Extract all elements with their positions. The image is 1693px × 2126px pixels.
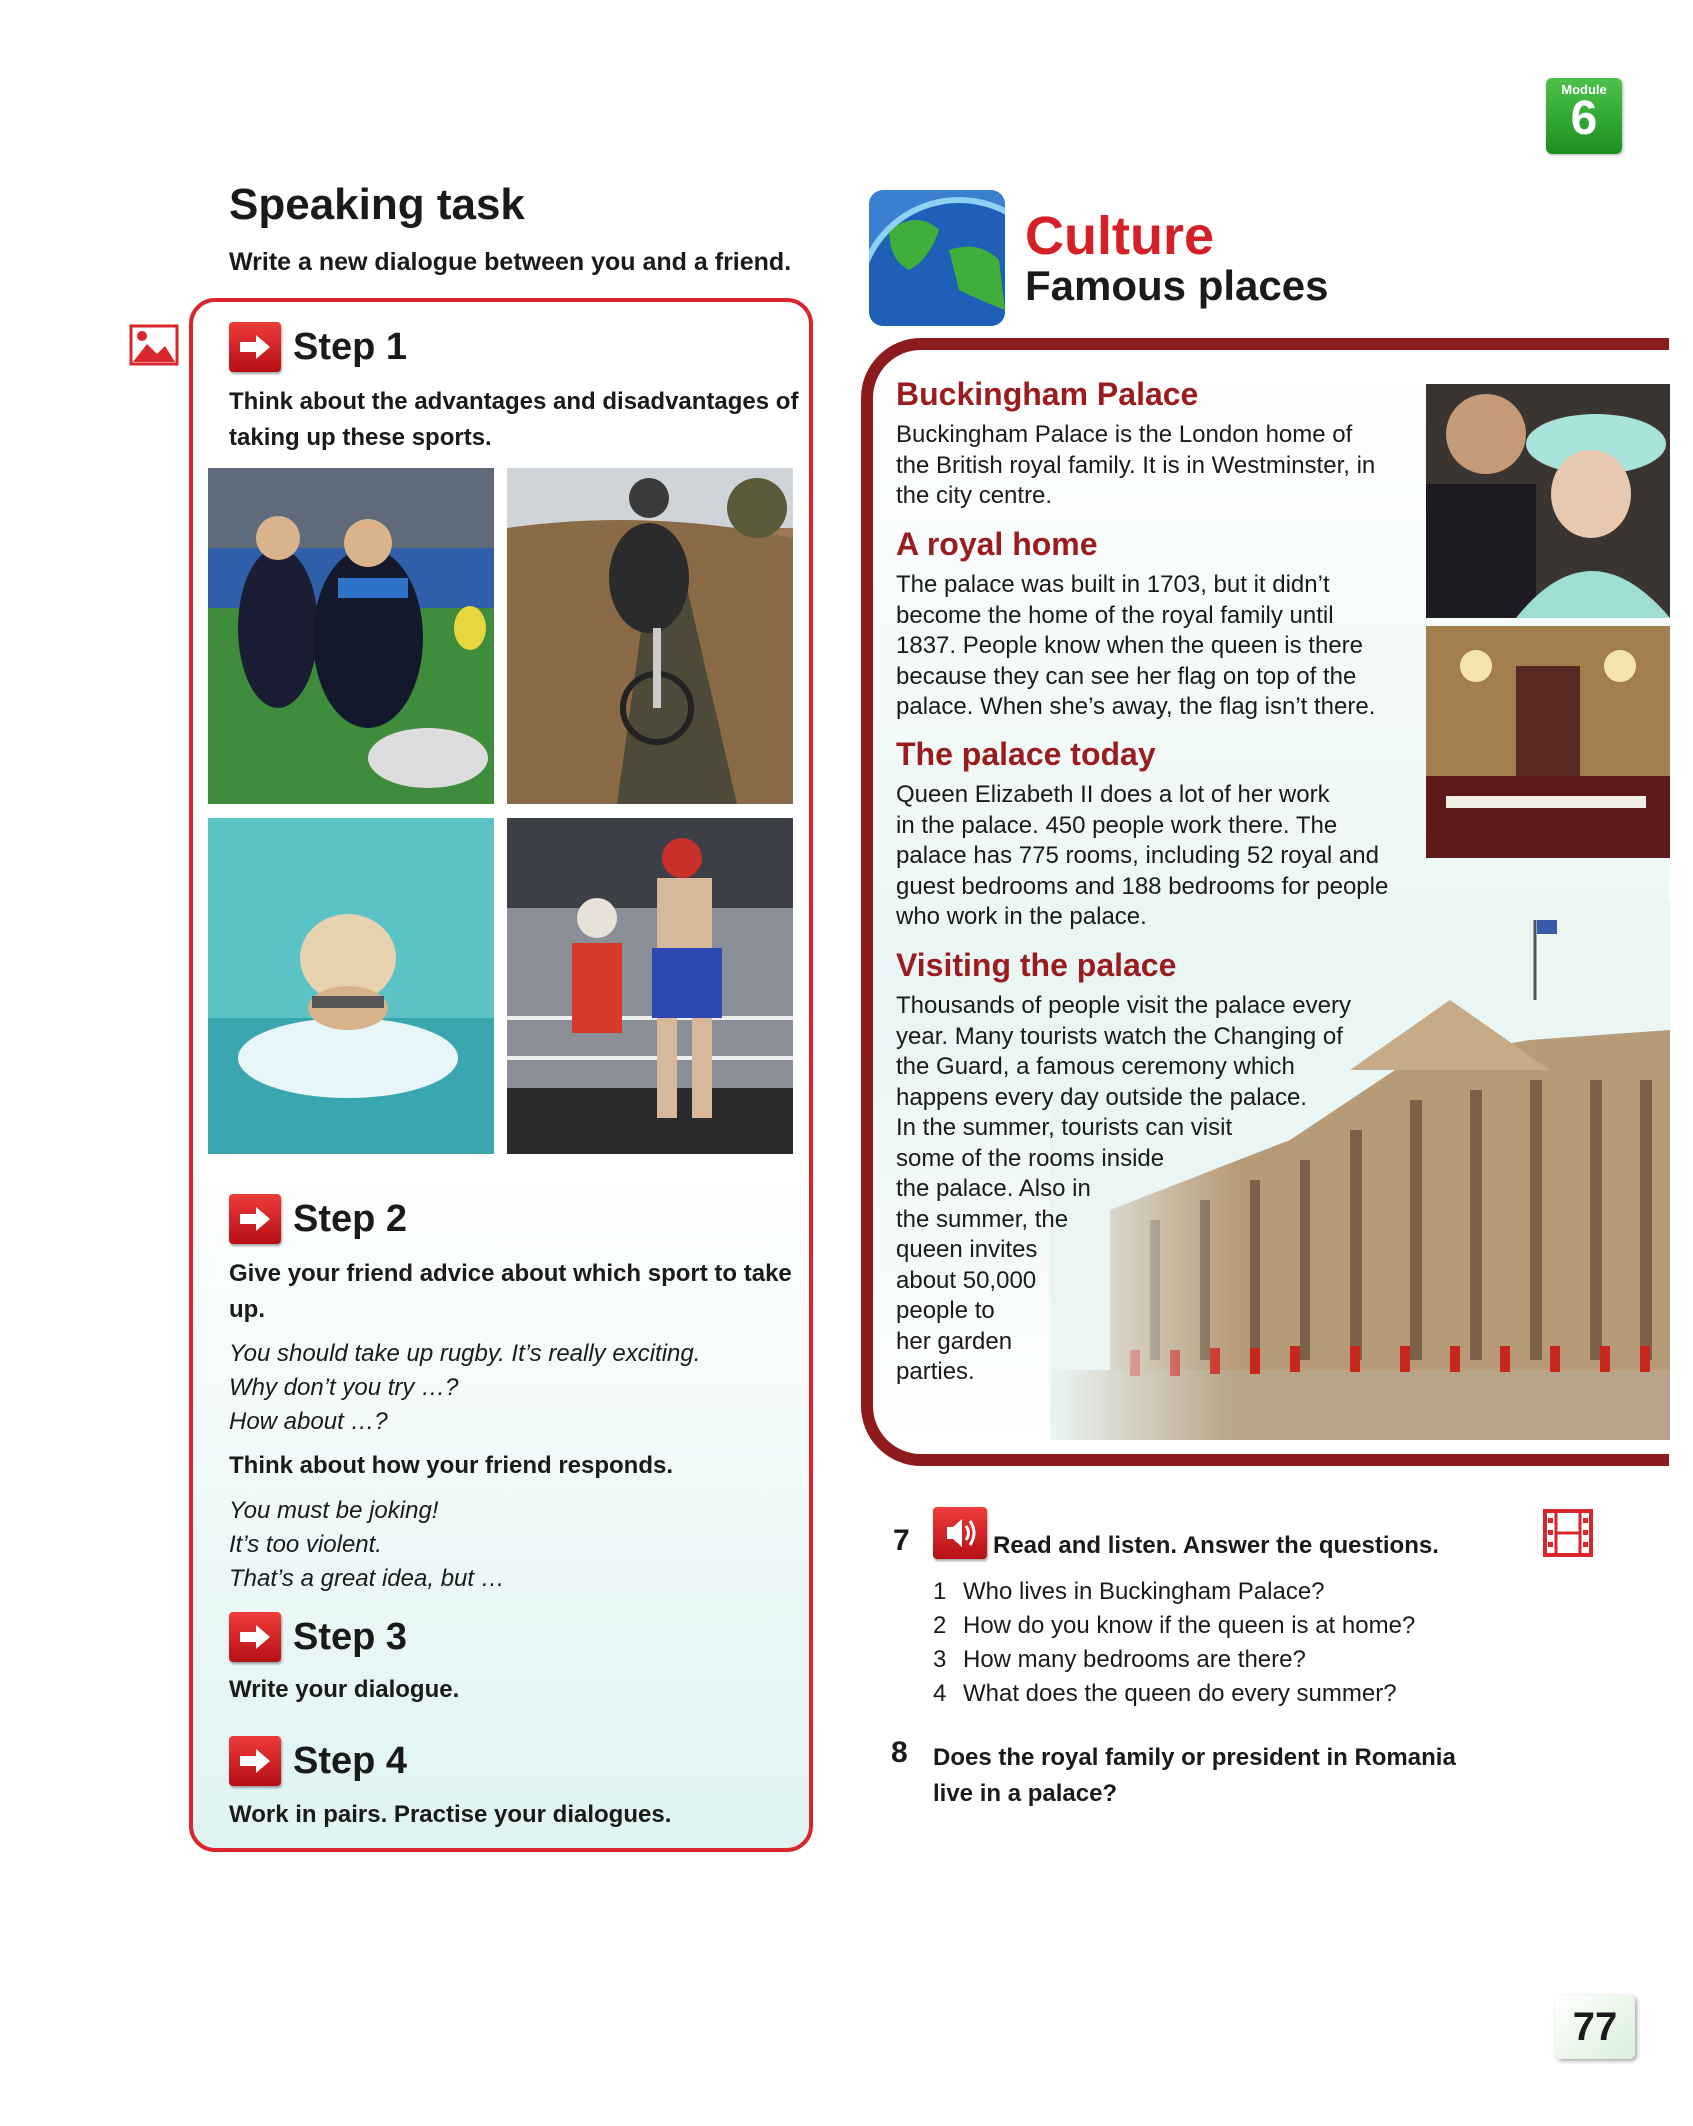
boxing-photo	[507, 818, 793, 1154]
text-line: some of the rooms inside	[896, 1144, 1165, 1172]
text-line: her garden	[896, 1327, 1013, 1355]
question-item	[933, 1680, 1397, 1708]
text-line: palace has 775 rooms, including 52 royal and	[896, 842, 1379, 869]
section-paragraph	[896, 991, 1351, 1388]
question-item	[933, 1612, 1415, 1640]
question-text: How do you know if the queen is at home?	[963, 1612, 1416, 1639]
section-heading: Buckingham Palace	[896, 376, 1199, 412]
exercise-8-number: 8	[891, 1736, 908, 1769]
queen-photo	[1426, 384, 1670, 618]
speaking-title: Speaking task	[229, 180, 525, 229]
text-line: the British royal family. It is in Westminster, in	[896, 451, 1376, 479]
text-line: Queen Elizabeth II does a lot of her work	[896, 781, 1330, 808]
section-heading: The palace today	[896, 736, 1156, 772]
exercise-8-text: Does the royal family or president in Romania live in a palace?	[933, 1744, 1456, 1807]
step-4-header	[229, 1734, 407, 1788]
text-line: guest bedrooms and 188 bedrooms for people	[896, 872, 1389, 900]
question-number: 1	[933, 1578, 947, 1605]
text-line: In the summer, tourists can visit	[896, 1114, 1233, 1141]
text-line: the palace. Also in	[896, 1175, 1091, 1202]
swimming-photo	[208, 818, 494, 1154]
text-line: people to	[896, 1297, 995, 1324]
speaker-icon[interactable]	[933, 1507, 987, 1559]
film-icon[interactable]	[1542, 1508, 1594, 1558]
step-3-text: Write your dialogue.	[229, 1676, 460, 1703]
step-2-header	[229, 1192, 407, 1246]
response-line: You must be joking!	[229, 1497, 439, 1524]
page-number: 77	[1555, 1995, 1635, 2059]
question-item	[933, 1646, 1306, 1674]
question-number: 4	[933, 1680, 947, 1707]
mountain-bike-photo	[507, 468, 793, 804]
text-line: who work in the palace.	[896, 903, 1147, 930]
module-badge	[1546, 78, 1622, 154]
section-heading: A royal home	[896, 526, 1098, 562]
exercise-7-instruction: Read and listen. Answer the questions.	[993, 1532, 1439, 1559]
question-text: How many bedrooms are there?	[963, 1646, 1306, 1673]
section-paragraph	[896, 420, 1375, 512]
text-line: Buckingham Palace is the London home of	[896, 421, 1353, 448]
text-line: palace. When she’s away, the flag isn’t there.	[896, 693, 1376, 720]
rugby-photo	[208, 468, 494, 804]
picture-icon[interactable]	[129, 324, 179, 366]
culture-subtitle: Famous places	[1025, 262, 1329, 309]
response-examples	[229, 1494, 505, 1596]
step-2-text-responds: Think about how your friend responds.	[229, 1452, 674, 1479]
text-line: the summer, the	[896, 1205, 1069, 1233]
arrow-right-icon	[229, 1194, 281, 1244]
module-number: 6	[1570, 92, 1598, 145]
example-line: You should take up rugby. It’s really exciting.	[229, 1340, 701, 1367]
palace-interior-photo	[1426, 626, 1670, 858]
section-heading: Visiting the palace	[896, 947, 1177, 983]
step-1-header	[229, 320, 407, 374]
globe-icon	[869, 190, 1005, 326]
section-paragraph	[896, 780, 1388, 933]
example-line: How about …?	[229, 1408, 388, 1435]
example-line: Why don’t you try …?	[229, 1374, 459, 1401]
text-line: parties.	[896, 1358, 975, 1385]
text-line: happens every day outside the palace.	[896, 1083, 1307, 1111]
question-text: Who lives in Buckingham Palace?	[963, 1578, 1325, 1605]
step-2-text: Give your friend advice about which sport to take up.	[229, 1260, 792, 1323]
text-line: The palace was built in 1703, but it didn’t	[896, 571, 1330, 598]
culture-title: Culture	[1025, 206, 1214, 266]
step-3-label: Step 3	[293, 1615, 408, 1658]
speaking-subtitle: Write a new dialogue between you and a friend.	[229, 248, 792, 276]
text-line: become the home of the royal family until	[896, 601, 1334, 629]
step-4-text: Work in pairs. Practise your dialogues.	[229, 1801, 672, 1828]
text-line: year. Many tourists watch the Changing of	[896, 1022, 1343, 1050]
step-2-label: Step 2	[293, 1197, 408, 1240]
question-number: 2	[933, 1612, 947, 1639]
question-number: 3	[933, 1646, 947, 1673]
question-item	[933, 1578, 1325, 1606]
step-3-header	[229, 1610, 407, 1664]
advice-examples	[229, 1337, 700, 1439]
arrow-right-icon	[229, 322, 281, 372]
exercise-7-number: 7	[893, 1524, 910, 1557]
response-line: That’s a great idea, but …	[229, 1565, 505, 1592]
arrow-right-icon	[229, 1736, 281, 1786]
text-line: the city centre.	[896, 482, 1053, 509]
text-line: because they can see her flag on top of the	[896, 662, 1357, 690]
text-line: the Guard, a famous ceremony which	[896, 1053, 1295, 1080]
arrow-right-icon	[229, 1612, 281, 1662]
text-line: Thousands of people visit the palace every	[896, 992, 1351, 1019]
response-line: It’s too violent.	[229, 1531, 382, 1558]
text-line: queen invites	[896, 1236, 1038, 1263]
step-4-label: Step 4	[293, 1739, 408, 1782]
text-line: 1837. People know when the queen is there	[896, 632, 1364, 659]
step-1-text: Think about the advantages and disadvantages of taking up these sports.	[229, 388, 799, 451]
module-label: Module	[1561, 82, 1607, 97]
text-line: about 50,000	[896, 1266, 1037, 1294]
question-text: What does the queen do every summer?	[963, 1680, 1397, 1707]
text-line: in the palace. 450 people work there. The	[896, 811, 1338, 839]
step-1-label: Step 1	[293, 325, 408, 368]
section-paragraph	[896, 570, 1375, 723]
